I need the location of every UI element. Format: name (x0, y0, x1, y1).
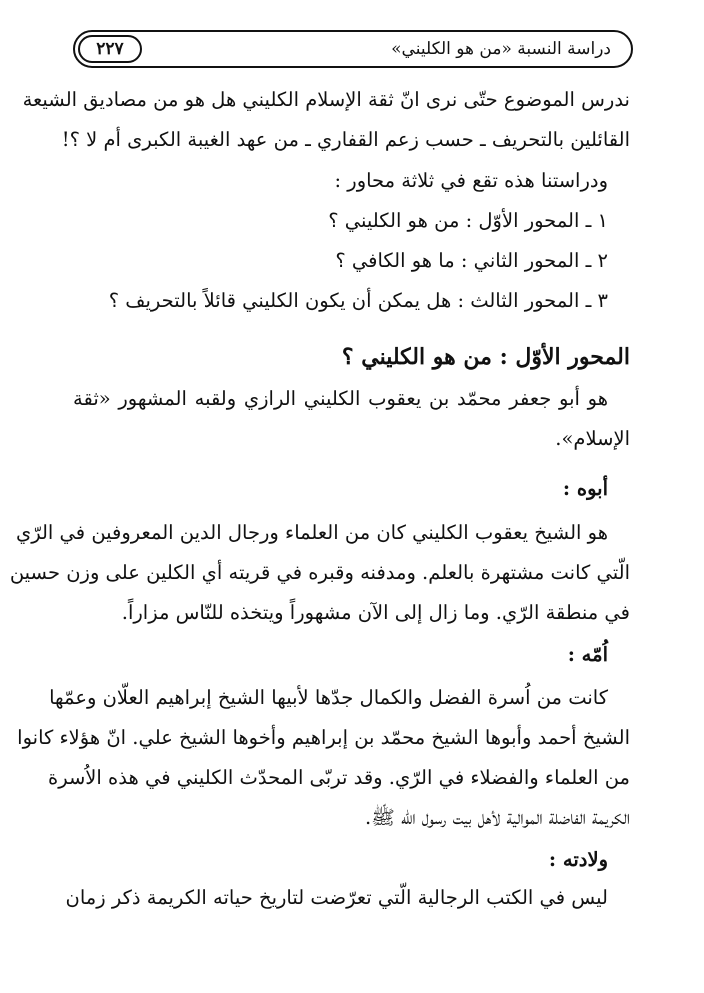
axis-item: ٣ ـ المحور الثالث : هل يمكن أن يكون الكليني قائلاً بالتحريف ؟ (108, 289, 608, 312)
subheading-birth: ولادته : (548, 848, 608, 871)
section-heading: المحور الأوّل : من هو الكليني ؟ (341, 344, 630, 370)
page-number: ٢٢٧ (78, 35, 142, 63)
paragraph-line: القائلين بالتحريف ـ حسب زعم القفاري ـ من عهد الغيبة الكبرى أم لا ؟! (61, 128, 630, 151)
axis-item: ١ ـ المحور الأوّل : من هو الكليني ؟ (328, 209, 608, 232)
paragraph-line: الإسلام». (555, 427, 630, 450)
paragraph-line: في منطقة الرّي. وما زال إلى الآن مشهوراً ويتخذه للنّاس مزاراً. (121, 601, 630, 624)
paragraph-line: الكريمة الفاضلة الموالية لأهل بيت رسول الله ﷺ. (365, 806, 630, 829)
paragraph-line: ندرس الموضوع حتّى نرى انّ ثقة الإسلام الكليني هل هو من مصاديق الشيعة (22, 88, 630, 111)
paragraph-line: ودراستنا هذه تقع في ثلاثة محاور : (334, 169, 608, 192)
paragraph-line: الشيخ أحمد وأبوها الشيخ محمّد بن إبراهيم وأخوها الشيخ علي. انّ هؤلاء كانوا (17, 726, 630, 749)
paragraph-line: ليس في الكتب الرجالية الّتي تعرّضت لتاريخ حياته الكريمة ذكر زمان (65, 886, 608, 909)
running-title: دراسة النسبة «من هو الكليني» (391, 39, 611, 59)
paragraph-line: الّتي كانت مشتهرة بالعلم. ومدفنه وقبره في قريته أي الكلين على وزن حسين (9, 561, 630, 584)
paragraph-line: كانت من اُسرة الفضل والكمال جدّها لأبيها الشيخ إبراهيم العلّان وعمّها (49, 686, 608, 709)
axis-item: ٢ ـ المحور الثاني : ما هو الكافي ؟ (335, 249, 608, 272)
subheading-mother: اُمّه : (567, 643, 608, 666)
paragraph-line: من العلماء والفضلاء في الرّي. وقد تربّى المحدّث الكليني في هذه الاُسرة (47, 766, 630, 789)
subheading-father: أبوه : (562, 477, 608, 500)
page-header (73, 30, 633, 68)
paragraph-line: هو أبو جعفر محمّد بن يعقوب الكليني الرازي ولقبه المشهور «ثقة (73, 387, 608, 410)
paragraph-line: هو الشيخ يعقوب الكليني كان من العلماء ورجال الدين المعروفين في الرّي (15, 521, 608, 544)
